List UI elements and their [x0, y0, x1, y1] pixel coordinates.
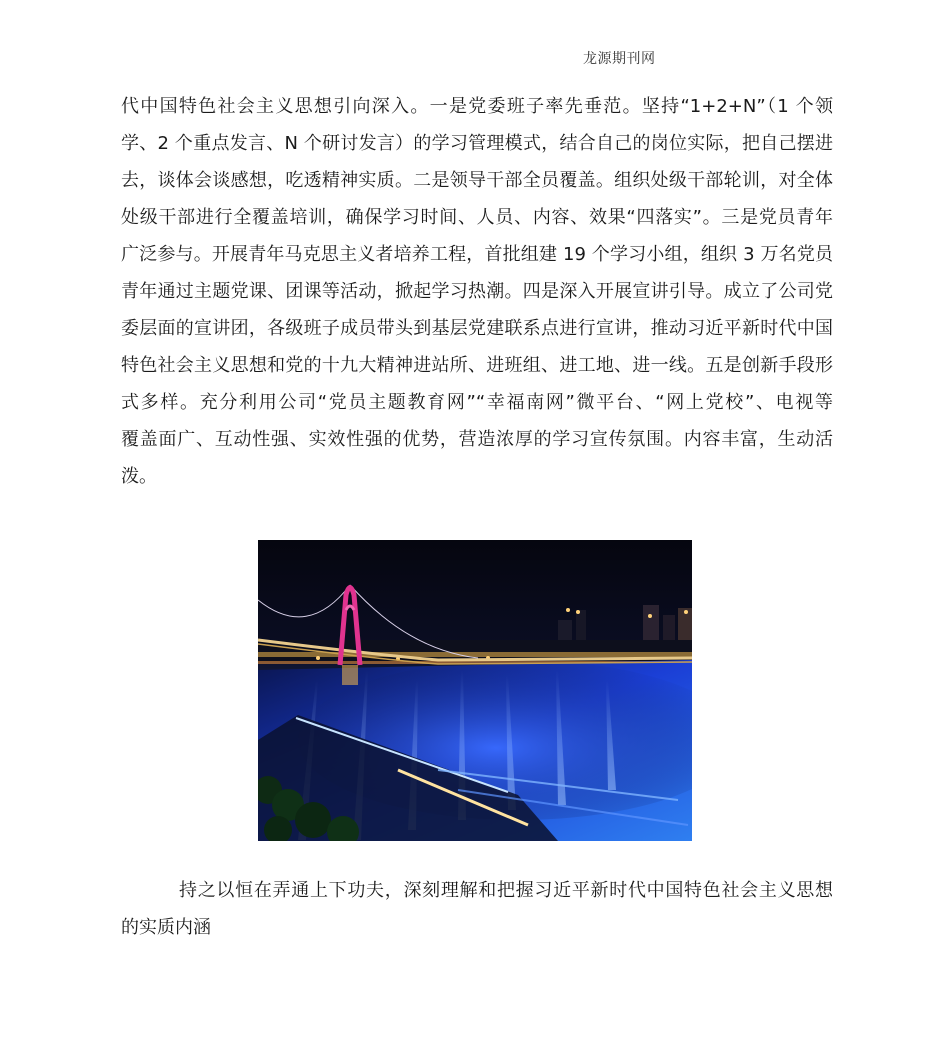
closing-paragraph: [121, 872, 833, 946]
paragraph-line: 委层面的宣讲团，各级班子成员带头到基层党建联系点进行宣讲，推动习近平新时代中国: [121, 318, 833, 339]
closing-line: 的实质内涵: [121, 917, 211, 938]
paragraph-line: 去，谈体会谈感想，吃透精神实质。二是领导干部全员覆盖。组织处级干部轮训，对全体: [121, 170, 833, 191]
paragraph-line: 青年通过主题党课、团课等活动，掀起学习热潮。四是深入开展宣讲引导。成立了公司党: [121, 281, 833, 302]
article-paragraph: [121, 88, 833, 495]
paragraph-line: 代中国特色社会主义思想引向深入。一是党委班子率先垂范。坚持“1+2+N”（1 个领: [121, 96, 833, 117]
journal-source-label: 龙源期刊网: [583, 51, 656, 67]
paragraph-line: 广泛参与。开展青年马克思主义者培养工程，首批组建 19 个学习小组，组织 3 万名党员: [121, 244, 833, 265]
night-bridge-photo: [258, 540, 692, 841]
paragraph-line: 学、2 个重点发言、N 个研讨发言）的学习管理模式，结合自己的岗位实际，把自己摆进: [121, 133, 833, 154]
paragraph-line: 特色社会主义思想和党的十九大精神进站所、进班组、进工地、进一线。五是创新手段形: [121, 355, 833, 376]
paragraph-line: 泼。: [121, 466, 157, 487]
paragraph-line: 处级干部进行全覆盖培训，确保学习时间、人员、内容、效果“四落实”。三是党员青年: [121, 207, 833, 228]
paragraph-line: 覆盖面广、互动性强、实效性强的优势，营造浓厚的学习宣传氛围。内容丰富，生动活: [121, 429, 833, 450]
paragraph-line: 式多样。充分利用公司“党员主题教育网”“幸福南网”微平台、“网上党校”、电视等: [121, 392, 833, 413]
closing-line: 持之以恒在弄通上下功夫，深刻理解和把握习近平新时代中国特色社会主义思想: [179, 880, 833, 901]
